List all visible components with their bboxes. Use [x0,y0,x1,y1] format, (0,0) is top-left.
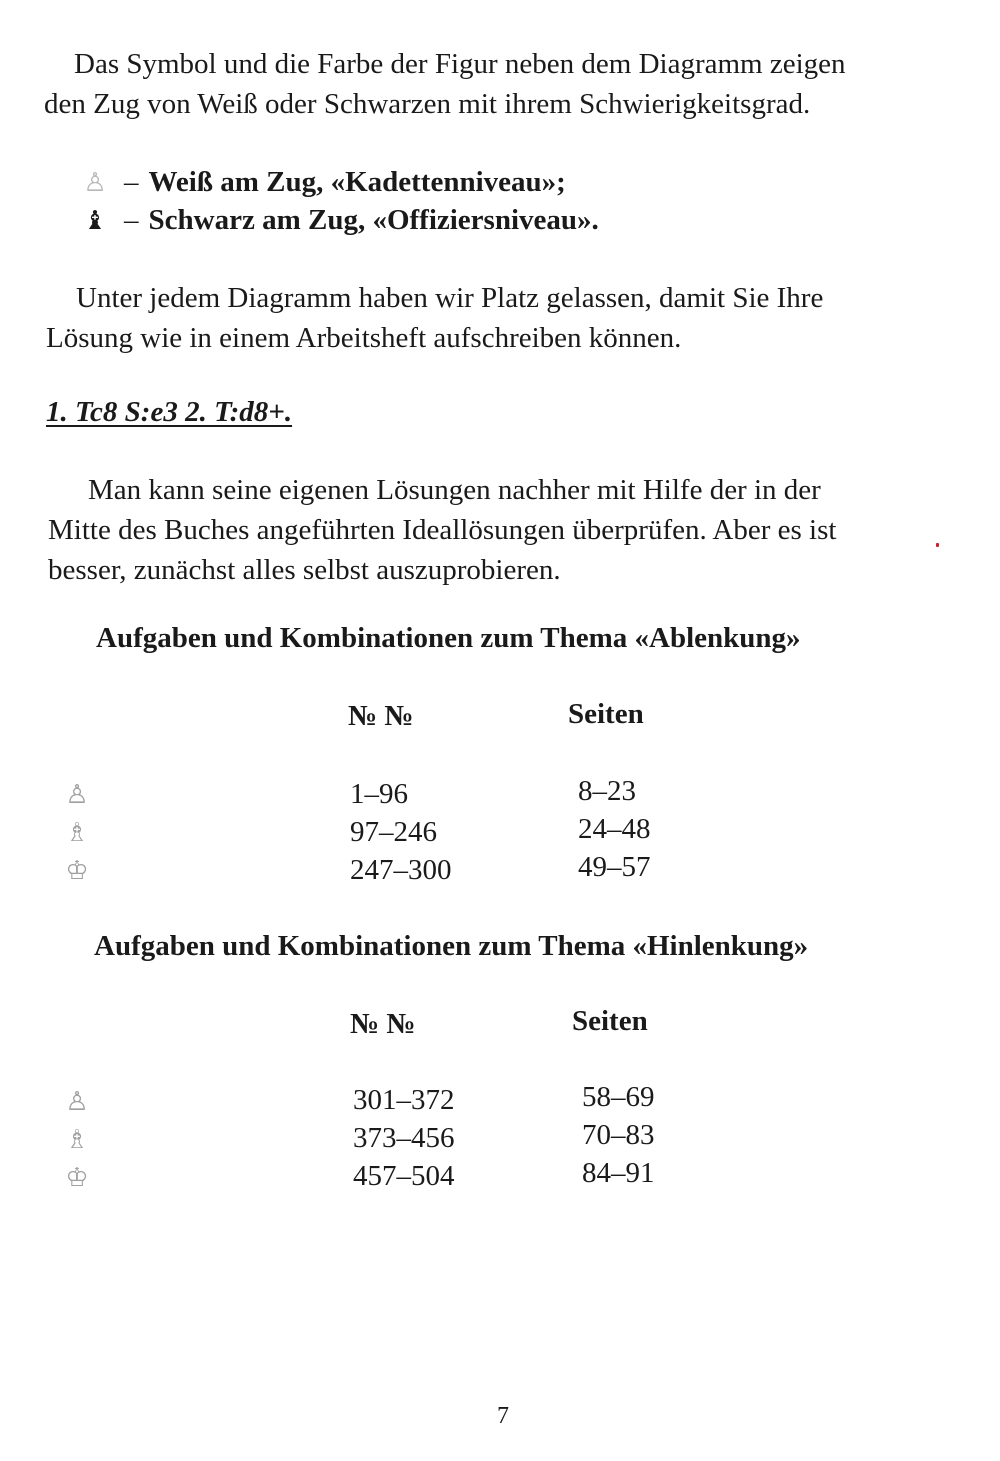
check-paragraph [48,470,940,590]
king-icon: ♔ [65,856,89,886]
section-title-hinlenkung: Aufgaben und Kombinationen zum Thema «Hinlenkung» [94,930,809,962]
page-number: 7 [497,1403,509,1429]
table-cell-numbers: 457–504 [353,1160,455,1192]
intro-line-1: Das Symbol und die Farbe der Figur neben dem Diagramm zeigen [74,48,846,80]
white-pawn-icon: ♙ [83,167,107,198]
table-cell-pages: 84–91 [582,1157,655,1189]
workbook-line-2: Lösung wie in einem Arbeitsheft aufschreiben können. [46,322,682,354]
king-icon: ♔ [65,1163,89,1193]
intro-line-2: den Zug von Weiß oder Schwarzen mit ihrem Schwierigkeitsgrad. [44,88,811,120]
workbook-line-1: Unter jedem Diagramm haben wir Platz gelassen, damit Sie Ihre [76,282,824,314]
table-cell-numbers: 97–246 [350,816,437,848]
ink-speck [936,543,939,547]
table-cell-numbers: 301–372 [353,1084,455,1116]
column-header-numbers: № № [348,700,414,732]
table-cell-pages: 24–48 [578,813,651,845]
column-header-pages: Seiten [568,698,644,730]
check-line-2: Mitte des Buches angeführten Ideallösungen überprüfen. Aber es ist [48,514,837,546]
bishop-icon: ♗ [65,818,89,848]
legend-dash: – [124,204,139,236]
pawn-icon: ♙ [65,1087,89,1117]
bishop-icon: ♗ [65,1125,89,1155]
table-cell-numbers: 373–456 [353,1122,455,1154]
table-cell-pages: 58–69 [582,1081,655,1113]
example-solution: 1. Tc8 S:e3 2. T:d8+. [46,396,293,428]
column-header-pages: Seiten [572,1005,648,1037]
legend-dash: – [124,166,139,198]
black-bishop-icon: ♝ [83,205,107,236]
table-cell-pages: 8–23 [578,775,636,807]
check-line-1: Man kann seine eigenen Lösungen nachher mit Hilfe der in der [88,474,821,506]
pawn-icon: ♙ [65,780,89,810]
legend-white-text: Weiß am Zug, «Kadettenniveau»; [148,166,566,198]
table-cell-numbers: 247–300 [350,854,452,886]
workbook-paragraph [46,278,938,358]
section-title-ablenkung: Aufgaben und Kombinationen zum Thema «Ablenkung» [96,622,801,654]
table-cell-pages: 49–57 [578,851,651,883]
table-cell-pages: 70–83 [582,1119,655,1151]
legend-black [80,204,599,237]
column-header-numbers: № № [350,1008,416,1040]
check-line-3: besser, zunächst alles selbst auszuprobieren. [48,554,561,586]
legend-black-text: Schwarz am Zug, «Offiziersniveau». [148,204,599,236]
legend-white [80,166,566,199]
intro-paragraph [44,44,936,124]
table-cell-numbers: 1–96 [350,778,408,810]
